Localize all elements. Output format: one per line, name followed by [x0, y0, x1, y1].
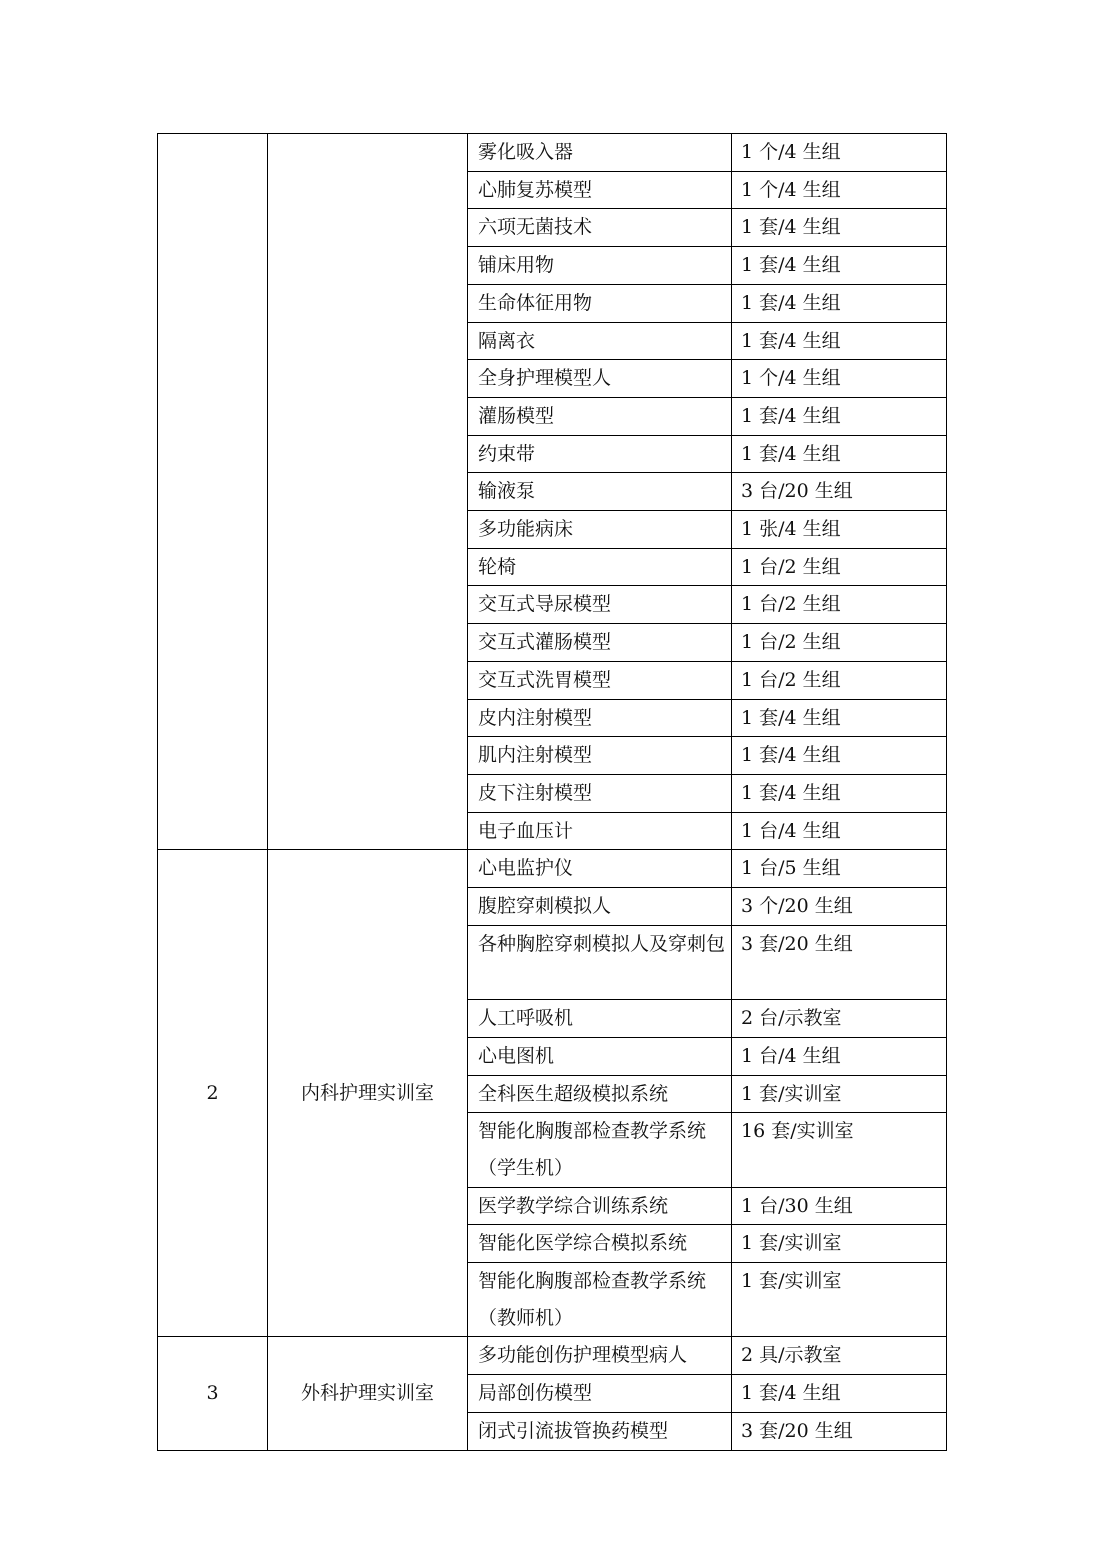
- item-name: 腹腔穿刺模拟人: [468, 888, 732, 926]
- item-name: 电子血压计: [468, 812, 732, 850]
- group-number-cell: 3: [158, 1337, 268, 1450]
- equipment-table: [157, 133, 947, 1451]
- item-qty: 3 个/20 生组: [732, 888, 947, 926]
- group-number-cell: [158, 134, 268, 850]
- item-qty: 1 套/实训室: [732, 1263, 947, 1337]
- item-name: 交互式灌肠模型: [468, 624, 732, 662]
- item-qty: 1 张/4 生组: [732, 511, 947, 549]
- item-name: 多功能病床: [468, 511, 732, 549]
- item-qty: 1 个/4 生组: [732, 171, 947, 209]
- item-name: 各种胸腔穿刺模拟人及穿刺包: [468, 925, 732, 999]
- item-name: 智能化医学综合模拟系统: [468, 1225, 732, 1263]
- item-qty: 3 套/20 生组: [732, 1412, 947, 1450]
- item-name: 生命体征用物: [468, 284, 732, 322]
- item-qty: 1 套/实训室: [732, 1225, 947, 1263]
- item-name: 雾化吸入器: [468, 134, 732, 172]
- item-qty: 2 台/示教室: [732, 1000, 947, 1038]
- item-qty: 1 台/2 生组: [732, 586, 947, 624]
- item-qty: 3 套/20 生组: [732, 925, 947, 999]
- item-name: 智能化胸腹部检查教学系统（教师机）: [468, 1263, 732, 1337]
- item-qty: 2 具/示教室: [732, 1337, 947, 1375]
- item-name: 医学教学综合训练系统: [468, 1187, 732, 1225]
- item-qty: 1 套/4 生组: [732, 737, 947, 775]
- item-qty: 1 台/30 生组: [732, 1187, 947, 1225]
- item-qty: 1 套/实训室: [732, 1075, 947, 1113]
- item-name: 多功能创伤护理模型病人: [468, 1337, 732, 1375]
- item-qty: 1 套/4 生组: [732, 1375, 947, 1413]
- item-qty: 1 台/2 生组: [732, 661, 947, 699]
- item-name: 交互式导尿模型: [468, 586, 732, 624]
- item-qty: 1 台/4 生组: [732, 1037, 947, 1075]
- item-qty: 1 套/4 生组: [732, 699, 947, 737]
- group-number-cell: 2: [158, 850, 268, 1337]
- item-name: 智能化胸腹部检查教学系统（学生机）: [468, 1113, 732, 1187]
- item-qty: 1 个/4 生组: [732, 360, 947, 398]
- item-qty: 1 套/4 生组: [732, 284, 947, 322]
- group-room-cell: 内科护理实训室: [268, 850, 468, 1337]
- item-name: 交互式洗胃模型: [468, 661, 732, 699]
- item-name: 心肺复苏模型: [468, 171, 732, 209]
- item-qty: 1 套/4 生组: [732, 247, 947, 285]
- item-name: 心电监护仪: [468, 850, 732, 888]
- item-qty: 1 套/4 生组: [732, 774, 947, 812]
- item-name: 输液泵: [468, 473, 732, 511]
- item-name: 皮内注射模型: [468, 699, 732, 737]
- item-qty: 1 套/4 生组: [732, 322, 947, 360]
- item-name: 灌肠模型: [468, 397, 732, 435]
- table-row: [158, 1337, 947, 1375]
- group-room-cell: 外科护理实训室: [268, 1337, 468, 1450]
- item-name: 铺床用物: [468, 247, 732, 285]
- item-name: 肌内注射模型: [468, 737, 732, 775]
- item-name: 轮椅: [468, 548, 732, 586]
- item-name: 闭式引流拔管换药模型: [468, 1412, 732, 1450]
- item-qty: 1 台/2 生组: [732, 548, 947, 586]
- item-qty: 1 台/5 生组: [732, 850, 947, 888]
- item-name: 局部创伤模型: [468, 1375, 732, 1413]
- item-qty: 1 台/2 生组: [732, 624, 947, 662]
- item-name: 心电图机: [468, 1037, 732, 1075]
- table-row: [158, 134, 947, 172]
- table-row: [158, 850, 947, 888]
- item-name: 皮下注射模型: [468, 774, 732, 812]
- item-name: 全身护理模型人: [468, 360, 732, 398]
- item-name: 隔离衣: [468, 322, 732, 360]
- item-qty: 16 套/实训室: [732, 1113, 947, 1187]
- item-qty: 1 台/4 生组: [732, 812, 947, 850]
- item-qty: 1 套/4 生组: [732, 209, 947, 247]
- item-name: 全科医生超级模拟系统: [468, 1075, 732, 1113]
- item-qty: 3 台/20 生组: [732, 473, 947, 511]
- group-room-cell: [268, 134, 468, 850]
- item-name: 约束带: [468, 435, 732, 473]
- item-name: 六项无菌技术: [468, 209, 732, 247]
- item-qty: 1 个/4 生组: [732, 134, 947, 172]
- item-qty: 1 套/4 生组: [732, 397, 947, 435]
- item-name: 人工呼吸机: [468, 1000, 732, 1038]
- item-qty: 1 套/4 生组: [732, 435, 947, 473]
